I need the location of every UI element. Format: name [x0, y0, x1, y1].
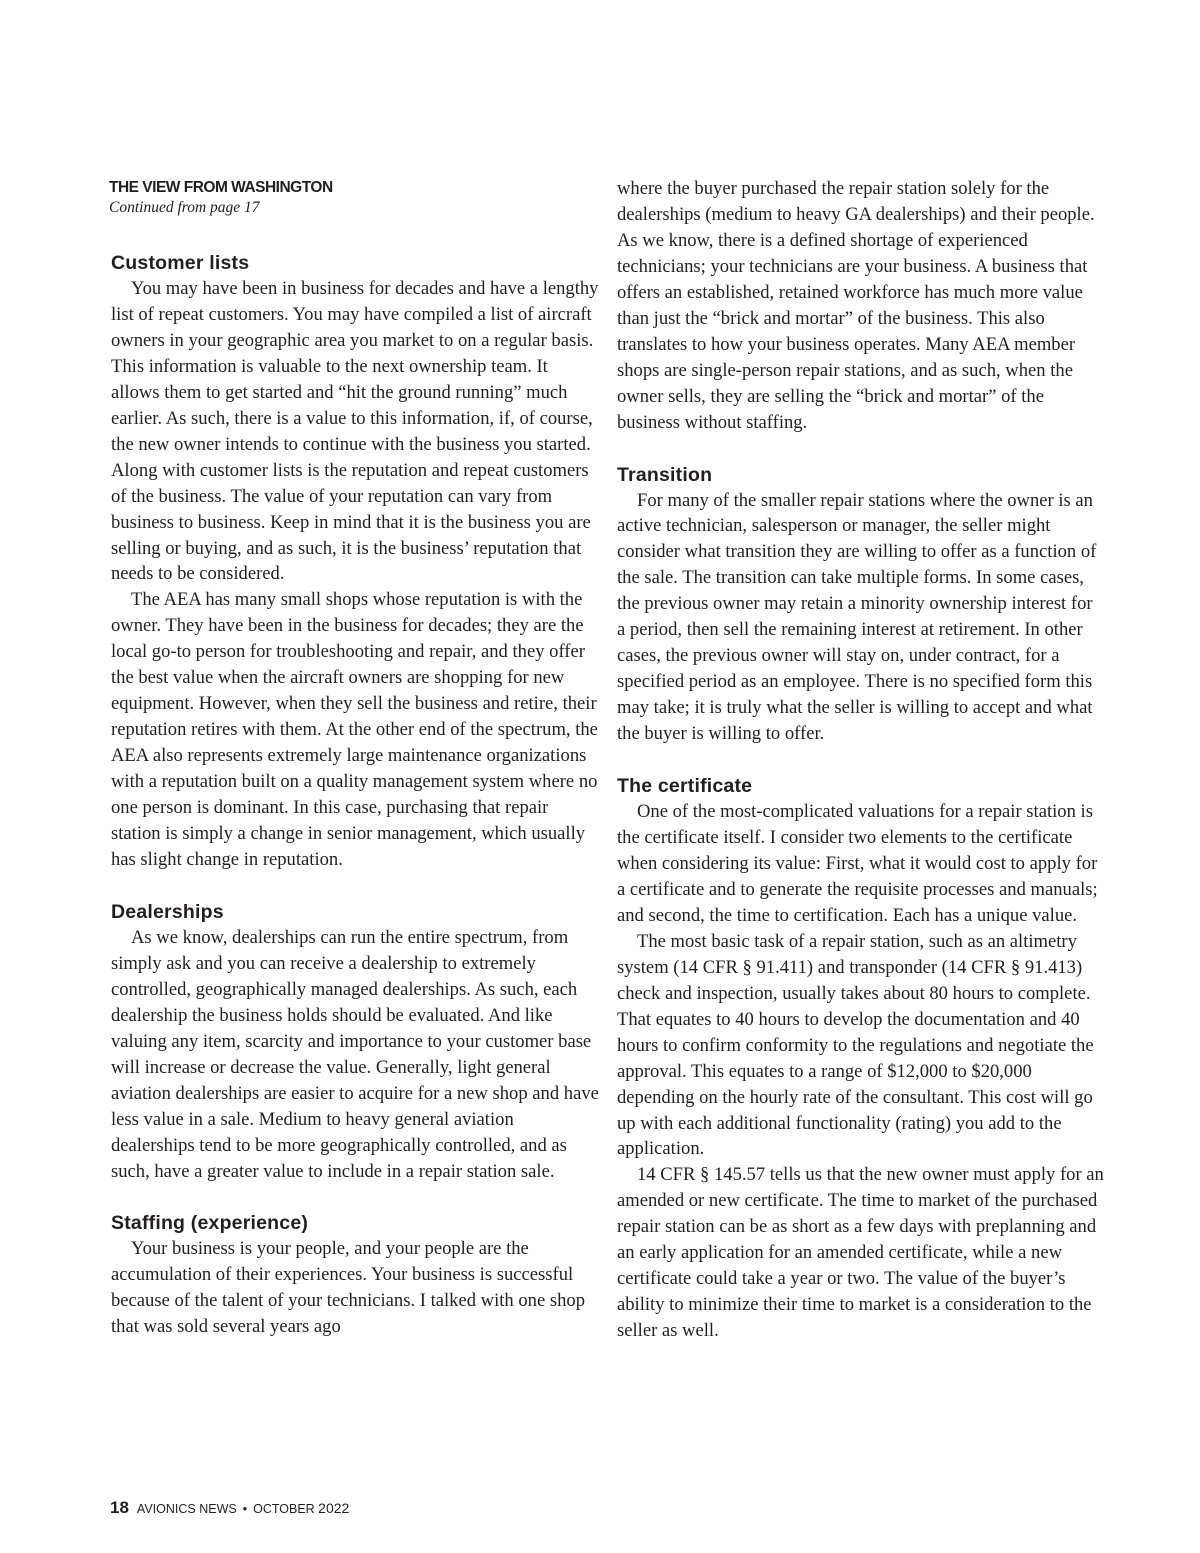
page-number: 18 [110, 1498, 129, 1517]
left-column [111, 176, 599, 1340]
paragraph: One of the most-complicated valuations for a repair station is the certificate itself. I consider two elements to the certificate when considering its value: First, what it would cost to apply for a certificate and to generate the requisite processes and manuals; and second, the time to certification. Each has a unique value. [617, 801, 1098, 926]
heading-customer-lists: Customer lists [111, 252, 250, 274]
heading-transition: Transition [617, 463, 713, 486]
footer-bullet: • [242, 1502, 248, 1516]
heading-the-certificate: The certificate [617, 775, 753, 798]
paragraph: The AEA has many small shops whose reputation is with the owner. They have been in the business for decades; they are the local go-to person for troubleshooting and repair, and they offer the best value when the aircraft owners are shopping for new equipment. However, when they sell the business and retire, their reputation retires with them. At the other end of the spectrum, the AEA also represents extremely large maintenance organizations with a reputation built on a quality management system where no one person is dominant. In this case, purchasing that repair station is simply a change in senior management, which usually has slight change in reputation. [111, 589, 598, 870]
paragraph-continued: where the buyer purchased the repair station solely for the dealerships (medium to heavy GA dealerships) and their people. As we know, there is a defined shortage of experienced technicians; your technicians are your business. A business that offers an established, retained workforce has much more value than just the “brick and mortar” of the business. This also translates to how your business operates. Many AEA member shops are single-person repair stations, and as such, when the owner sells, they are selling the “brick and mortar” of the business without staffing. [617, 178, 1095, 433]
continued-from-note: Continued from page 17 [109, 199, 260, 216]
heading-staffing: Staffing (experience) [111, 1212, 309, 1235]
paragraph: You may have been in business for decades and have a lengthy list of repeat customers. You may have compiled a list of aircraft owners in your geographic area you market to on a regular basis. This information is valuable to the next ownership team. It allows them to get started and “hit the ground running” much earlier. As such, there is a value to this information, if, of course, the new owner intends to continue with the business you started. Along with customer lists is the reputation and repeat customers of the business. The value of your reputation can vary from business to business. Keep in mind that it is the business you are selling or buying, and as such, it is the business’ reputation that needs to be considered. [111, 278, 599, 585]
issue-year: 2022 [318, 1500, 350, 1516]
right-column [617, 176, 1105, 1344]
issue-month: OCTOBER [253, 1502, 315, 1516]
heading-dealerships: Dealerships [111, 900, 224, 923]
paragraph: The most basic task of a repair station, such as an altimetry system (14 CFR § 91.411) and transponder (14 CFR § 91.413) check and inspection, usually takes about 80 hours to complete. That equates to 40 hours to develop the documentation and 40 hours to confirm conformity to the regulations and negotiate the approval. This equates to a range of $12,000 to $20,000 depending on the hourly rate of the consultant. This cost will go up with each additional functionality (rating) you add to the application. [617, 930, 1094, 1160]
paragraph: For many of the smaller repair stations where the owner is an active technician, salesperson or manager, the seller might consider what transition they are willing to offer as a function of the sale. The transition can take multiple forms. In some cases, the previous owner may retain a minority ownership interest for a period, then sell the remaining interest at retirement. In other cases, the previous owner will stay on, under contract, for a specified period as an employee. There is no specified form this may take; it is truly what the seller is willing to accept and what the buyer is willing to offer. [617, 489, 1097, 745]
paragraph: As we know, dealerships can run the entire spectrum, from simply ask and you can receive a dealership to extremely controlled, geographically managed dealerships. As such, each dealership the business holds should be evaluated. And like valuing any item, scarcity and importance to your customer base will increase or decrease the value. Generally, light general aviation dealerships are easier to acquire for a new shop and have less value in a sale. Medium to heavy general aviation dealerships tend to be more geographically controlled, and as such, have a greater value to include in a repair station sale. [111, 926, 599, 1182]
paragraph: Your business is your people, and your people are the accumulation of their experiences. Your business is successful because of the talent of your technicians. I talked with one shop that was sold several years ago [111, 1238, 585, 1338]
section-kicker: THE VIEW FROM WASHINGTON [109, 179, 333, 196]
paragraph: 14 CFR § 145.57 tells us that the new owner must apply for an amended or new certificate. The time to market of the purchased repair station can be as short as a few days with preplanning and an early application for an amended certificate, while a new certificate could take a year or two. The value of the buyer’s ability to minimize their time to market is a consideration to the seller as well. [617, 1164, 1104, 1342]
publication-name: AVIONICS NEWS [136, 1502, 237, 1516]
page-footer [110, 1498, 349, 1519]
